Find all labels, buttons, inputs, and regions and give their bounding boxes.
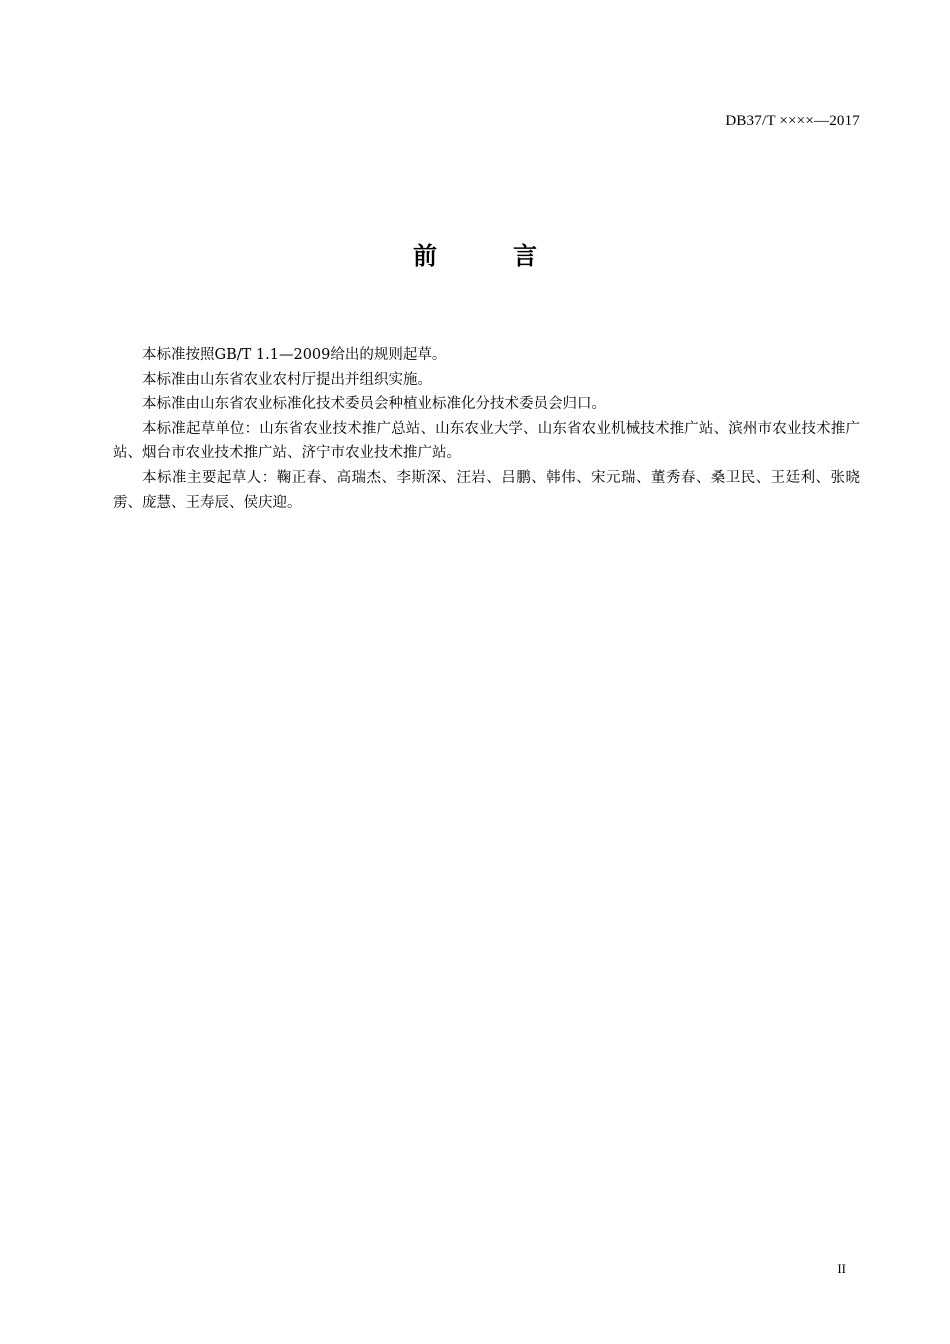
paragraph-drafters: 本标准主要起草人：鞠正春、高瑞杰、李斯深、汪岩、吕鹏、韩伟、宋元瑞、董秀春、桑卫民、王廷利、张晓雳、庞慧、王寿辰、侯庆迎。: [113, 469, 860, 511]
paragraph-centralized-by: 本标准由山东省农业标准化技术委员会种植业标准化分技术委员会归口。: [142, 396, 606, 413]
page-number: II: [837, 1261, 846, 1276]
standard-code-header: DB37/T ××××—2017: [725, 113, 860, 129]
paragraph-drafting-units: 本标准起草单位：山东省农业技术推广总站、山东农业大学、山东省农业机械技术推广站、滨州市农业技术推广站、烟台市农业技术推广站、济宁市农业技术推广站。: [113, 420, 860, 462]
paragraph-proposer: 本标准由山东省农业农村厅提出并组织实施。: [142, 371, 432, 388]
page-title: 前 言: [413, 242, 563, 270]
paragraph-drafting-rules: 本标准按照GB/T 1.1—2009给出的规则起草。: [142, 347, 447, 363]
preface-body: [113, 343, 860, 515]
